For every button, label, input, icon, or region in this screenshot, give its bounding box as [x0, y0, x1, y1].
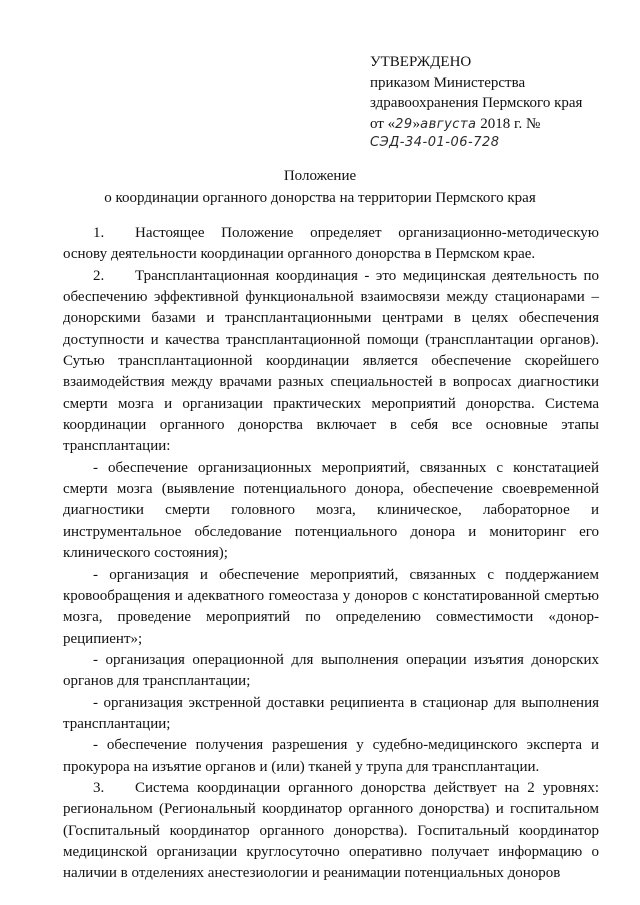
approval-line-1: приказом Министерства	[370, 74, 526, 91]
list-item: - организация и обеспечение мероприятий, связанных с поддержанием кровообращения и адекватного гомеостаза у доноров с констатированной смертью мозга, проведение мероприятий по определению совместимости «донор-реципиент»;	[63, 566, 599, 647]
paragraph-number: 3.	[93, 779, 105, 796]
document-title: Положение	[283, 168, 357, 184]
approval-title: УТВЕРЖДЕНО	[370, 54, 472, 70]
document-subtitle: о координации органного донорства на территории Пермского края	[104, 190, 536, 206]
list-item: - организация операционной для выполнения операции изъятия донорских органов для трансплантации;	[63, 651, 599, 690]
approval-date-line	[370, 114, 630, 136]
paragraph-number: 1.	[93, 225, 105, 241]
date-suffix: 2018 г. №	[476, 115, 541, 132]
approval-block	[370, 52, 630, 154]
paragraph-3	[63, 778, 599, 885]
paragraph-text: Трансплантационная координация - это медицинская деятельность по обеспечению эффективной функциональной взаимосвязи между стационарами – донорскими базами и трансплантационными центрами в целях обеспечения доступности и качества трансплантационной помощи (трансплантации органов). Сутью трансплантационной координации является обеспечение скорейшего взаимодействия между врачами разных специальностей в вопросах диагностики смерти мозга и организации практических мероприятий донорства. Система координации органного донорства включает в себя все основные этапы трансплантации:	[63, 267, 599, 455]
list-item: - обеспечение организационных мероприятий, связанных с констатацией смерти мозга (выявление потенциального донора, обеспечение своевременной диагностики смерти головного мозга, клиническое, лабораторное и инструментальное обследование потенциального донора и мониторинг его клинического состояния);	[63, 459, 599, 562]
handwritten-month: августа	[420, 116, 477, 132]
approval-line-2: здравоохранения Пермского края	[370, 95, 583, 111]
document-body	[63, 223, 599, 885]
list-item: - организация экстренной доставки реципиента в стационар для выполнения трансплантации;	[63, 694, 599, 732]
handwritten-order-number: СЭД-34-01-06-728	[370, 135, 500, 150]
list-item: - обеспечение получения разрешения у судебно-медицинского эксперта и прокурора на изъятие органов и (или) тканей у трупа для трансплантации.	[63, 737, 599, 775]
handwritten-day: 29	[395, 116, 413, 132]
paragraph-text: Система координации органного донорства действует на 2 уровнях: региональном (Региональный координатор органного донорства) и госпитальном (Госпитальный координатор органного донорства). Госпитальный координатор медицинской организации круглосуточно оперативно получает информацию о наличии в отделениях анестезиологии и реанимации потенциальных доноров	[63, 779, 599, 882]
paragraph-2	[63, 266, 599, 458]
paragraph-1	[63, 223, 599, 266]
paragraph-number: 2.	[93, 267, 105, 284]
paragraph-text: Настоящее Положение определяет организационно-методическую основу деятельности координации органного донорства в Пермском крае.	[63, 225, 599, 263]
date-prefix: от «	[370, 115, 396, 132]
date-mid: »	[412, 115, 421, 132]
